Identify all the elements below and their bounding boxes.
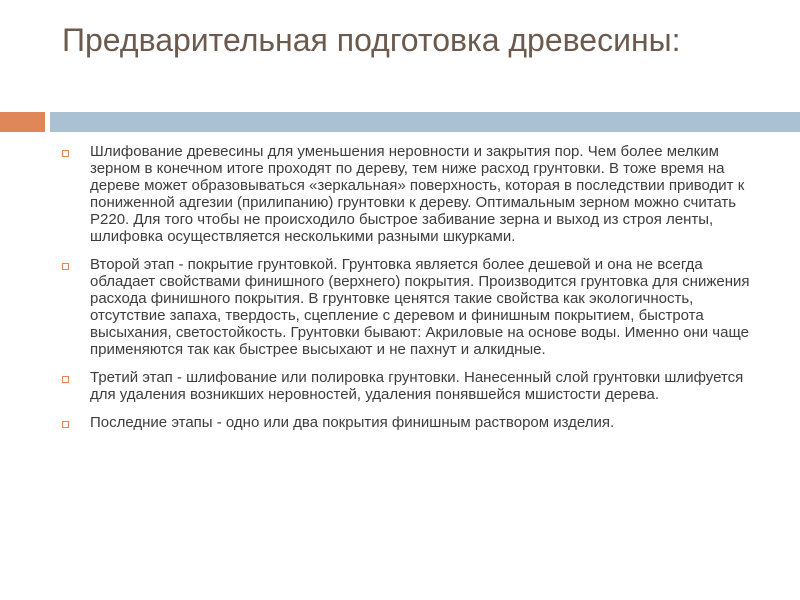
accent-bar xyxy=(0,112,45,132)
bullet-item xyxy=(62,414,762,431)
bullet-item xyxy=(62,256,762,358)
square-bullet-icon xyxy=(62,150,69,157)
bullet-item xyxy=(62,143,762,245)
bullet-text: Последние этапы - одно или два покрытия финишным раствором изделия. xyxy=(90,414,615,431)
bullet-text: Третий этап - шлифование или полировка грунтовки. Нанесенный слой грунтовки шлифуется для удаления возникших неровностей, удаления понявшейся мшистости дерева. xyxy=(90,369,744,403)
square-bullet-icon xyxy=(62,263,69,270)
title-divider-bar xyxy=(50,112,800,132)
bullet-list xyxy=(62,143,762,442)
square-bullet-icon xyxy=(62,376,69,383)
bullet-text: Второй этап - покрытие грунтовкой. Грунтовка является более дешевой и она не всегда обладает свойствами финишного (верхнего) покрытия. Производится грунтовка для снижения расхода финишного покрытия. В грунтовке ценятся такие свойства как экологичность, отсутствие запаха, твердость, сцепление с деревом и финишным покрытием, быстрота высыхания, светостойкость. Грунтовки бывают: Акриловые на основе воды. Именно они чаще применяются так как быстрее высыхают и не пахнут и алкидные. xyxy=(90,256,750,358)
bullet-text: Шлифование древесины для уменьшения неровности и закрытия пор. Чем более мелким зерном в конечном итоге проходят по дереву, тем ниже расход грунтовки. В тоже время на дереве может образовываться «зеркальная» поверхность, которая в последствии приводит к пониженной адгезии (прилипанию) грунтовки к дереву. Оптимальным зерном можно считать Р220. Для того чтобы не происходило быстрое забивание зерна и выход из строя ленты, шлифовка осуществляется несколькими разными шкурками. xyxy=(90,143,745,245)
slide-title: Предварительная подготовка древесины: xyxy=(62,22,681,58)
bullet-item xyxy=(62,369,762,403)
square-bullet-icon xyxy=(62,421,69,428)
